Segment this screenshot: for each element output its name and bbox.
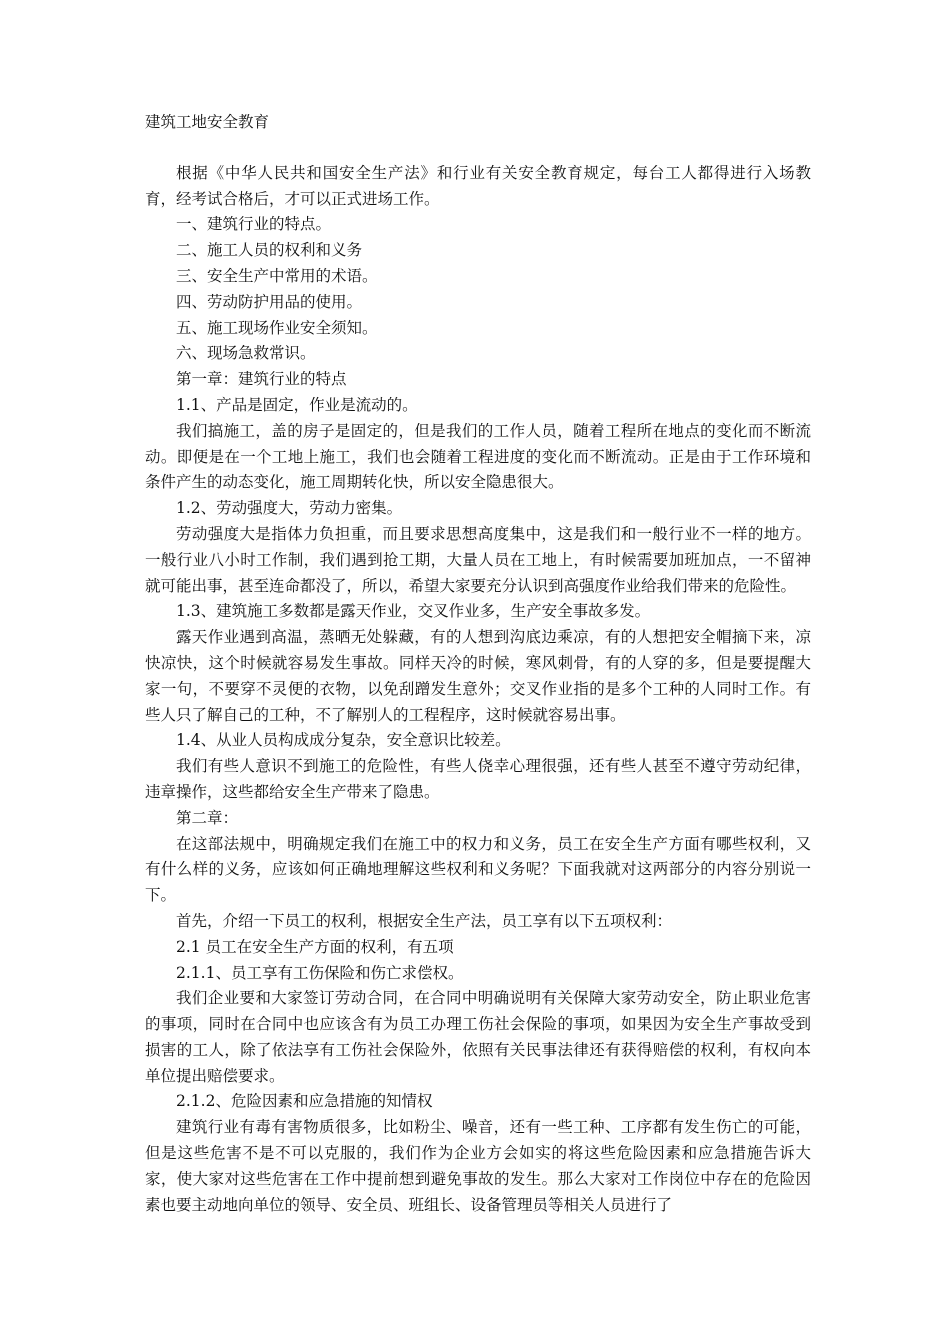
paragraph: 建筑行业有毒有害物质很多，比如粉尘、噪音，还有一些工种、工序都有发生伤亡的可能，但是这些危害不是不可以克服的，我们作为企业方会如实的将这些危险因素和应急措施告诉大家，使大家对这些危害在工作中提前想到避免事故的发生。那么大家对工作岗位中存在的危险因素也要主动地向单位的领导、安全员、班组长、设备管理员等相关人员进行了 — [145, 1118, 811, 1214]
paragraph: 我们企业要和大家签订劳动合同，在合同中明确说明有关保障大家劳动安全，防止职业危害的事项，同时在合同中也应该含有为员工办理工伤社会保险的事项，如果因为安全生产事故受到损害的工人，除了依法享有工伤社会保险外，依照有关民事法律还有获得赔偿的权利，有权向本单位提出赔偿要求。 — [145, 989, 811, 1085]
paragraph: 1.2、劳动强度大，劳动力密集。 — [176, 499, 403, 518]
paragraph: 一、建筑行业的特点。 — [176, 215, 332, 234]
paragraph: 第二章： — [176, 808, 239, 827]
paragraph: 在这部法规中，明确规定我们在施工中的权力和义务，员工在安全生产方面有哪些权利，又有什么样的义务，应该如何正确地理解这些权利和义务呢？下面我就对这两部分的内容分别说一下。 — [145, 834, 811, 905]
paragraph: 首先，介绍一下员工的权利，根据安全生产法，员工享有以下五项权利： — [176, 911, 673, 930]
paragraph: 1.3、建筑施工多数都是露天作业，交叉作业多，生产安全事故多发。 — [176, 602, 651, 621]
paragraph: 根据《中华人民共和国安全生产法》和行业有关安全教育规定，每台工人都得进行入场教育，经考试合格后，才可以正式进场工作。 — [145, 163, 811, 208]
document-page — [145, 110, 811, 1218]
paragraph: 六、现场急救常识。 — [176, 344, 316, 363]
paragraph: 2.1 员工在安全生产方面的权利，有五项 — [176, 937, 454, 956]
paragraph: 第一章：建筑行业的特点 — [176, 370, 347, 389]
paragraph: 2.1.2、危险因素和应急措施的知情权 — [176, 1092, 433, 1111]
paragraph: 我们搞施工，盖的房子是固定的，但是我们的工作人员，随着工程所在地点的变化而不断流动。即便是在一个工地上施工，我们也会随着工程进度的变化而不断流动。正是由于工作环境和条件产生的动态变化，施工周期转化快，所以安全隐患很大。 — [145, 421, 811, 492]
paragraph: 2.1.1、员工享有工伤保险和伤亡求偿权。 — [176, 963, 464, 982]
paragraph: 露天作业遇到高温，蒸晒无处躲藏，有的人想到沟底边乘凉，有的人想把安全帽摘下来，凉快凉快，这个时候就容易发生事故。同样天冷的时候，寒风刺骨，有的人穿的多，但是要提醒大家一句，不要穿不灵便的衣物，以免刮蹭发生意外；交叉作业指的是多个工种的人同时工作。有些人只了解自己的工种，不了解别人的工程程序，这时候就容易出事。 — [145, 628, 811, 724]
document-title: 建筑工地安全教育 — [145, 113, 270, 131]
paragraph: 1.4、从业人员构成成分复杂，安全意识比较差。 — [176, 731, 511, 750]
paragraph: 五、施工现场作业安全须知。 — [176, 318, 378, 337]
paragraph: 1.1、产品是固定，作业是流动的。 — [176, 395, 418, 414]
paragraph: 二、施工人员的权利和义务 — [176, 241, 363, 260]
paragraph: 四、劳动防护用品的使用。 — [176, 292, 363, 311]
paragraph: 三、安全生产中常用的术语。 — [176, 266, 378, 285]
paragraph: 劳动强度大是指体力负担重，而且要求思想高度集中，这是我们和一般行业不一样的地方。一般行业八小时工作制，我们遇到抢工期，大量人员在工地上，有时候需要加班加点，一不留神就可能出事，甚至连命都没了，所以，希望大家要充分认识到高强度作业给我们带来的危险性。 — [145, 524, 811, 595]
paragraph: 我们有些人意识不到施工的危险性，有些人侥幸心理很强，还有些人甚至不遵守劳动纪律，违章操作，这些都给安全生产带来了隐患。 — [145, 757, 811, 801]
document-body — [145, 161, 811, 1219]
